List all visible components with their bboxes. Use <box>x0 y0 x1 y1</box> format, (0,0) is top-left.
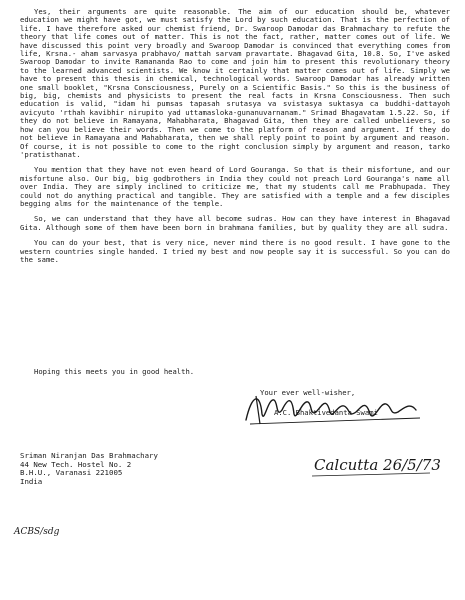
handwritten-place-date <box>310 446 440 484</box>
handwritten-signature-icon <box>234 384 444 432</box>
paragraph-1: Yes, their arguments are quite reasonable. The aim of our education should be, whatever education we might have got, we must satisfy the Lord by such education. That is the perfection of life. I have therefore asked our chemist friend, Dr. Swaroop Damodar das Brahmachary to refute the theory that life comes out of matter. This is not the fact, rather, matter comes out of life. We have discussed this point very broadly and Swaroop Damodar is convinced that everything comes from life, Krsna.- aham sarvasya prabhavo/ mattah sarvam pravartate. Bhagavad Gita, 10.8. So, I've asked Swaroop Damodar to invite Ramananda Rao to come and join him to present this revolutionary theory to the learned advanced scientists. We know it certainly that matter comes out of life. Simply we have to present this thesis in chemical, technological words. Swaroop Damodar has already written one small booklet, "Krsna Consciousness, Purely on a Scientific Basis." So this is the business of big, big, chemists and physicists to present the real facts in Krsna Consciousness. Then such education is valid, "idam hi pumsas tapasah srutasya va svistasya suktasya ca buddhi-dattayoh avicyuto 'rthah kavibhir nirupito yad uttamasloka-gunanuvarnanam." Srimad Bhagavatam 1.5.22. So, if they do not believe in Ramayana, Mahabharata, Bhagavad Gita, then they are called unbelievers, so how can you believe their words. Then we come to the platform of reason and argument. If they do not believe in Ramayana and Mahabharata, then we shall reply point to point by argument and reason. Of course, it is not possible to come to the right conclusion simply by argument and reason, tarko 'pratisthanat. <box>20 7 450 159</box>
paragraph-3: So, we can understand that they have all become sudras. How can they have interest in Bhagavad Gita. Although some of them have been born in brahmana families, but by quality they are all sudra. <box>20 214 450 232</box>
paragraph-4: You can do your best, that is very nice, never mind there is no good result. I have gone to the western countries single handed. I tried my best and now people say it is successful. So you can do the same. <box>20 238 450 264</box>
address-line-2: 44 New Tech. Hostel No. 2 <box>20 459 132 469</box>
paragraph-2: You mention that they have not even heard of Lord Gouranga. So that is their misfortune, and our misfortune also. Our big, big godbrothers in India they could not preach Lord Gouranga's name all over India. They are simply inclined to criticize me, that my students call me Prabhupada. They could not do anything practical and tangible. They are satisfied with a temple and a few disciples begging alms for the maintenance of the temple. <box>20 165 450 208</box>
signer-name: A.C. Bhaktivedanta Swami <box>274 408 378 417</box>
handwritten-date-icon <box>310 446 440 480</box>
address-line-1: Sriman Niranjan Das Brahmachary <box>20 451 158 460</box>
recipient-address <box>20 452 158 486</box>
valediction: Your ever well-wisher, <box>260 388 356 397</box>
svg-text:ACBS/sdg: ACBS/sdg <box>14 527 60 537</box>
letter-body <box>20 8 450 271</box>
closing-line: Hoping this meets you in good health. <box>34 367 195 376</box>
address-line-4: India <box>20 476 43 486</box>
handwritten-initials <box>12 520 82 544</box>
initials-mark-icon <box>12 520 82 540</box>
svg-text:Calcutta 26/5/73: Calcutta 26/5/73 <box>314 456 440 474</box>
address-line-3: B.H.U., Varanasi 221005 <box>20 468 123 478</box>
signature-block <box>234 384 444 432</box>
